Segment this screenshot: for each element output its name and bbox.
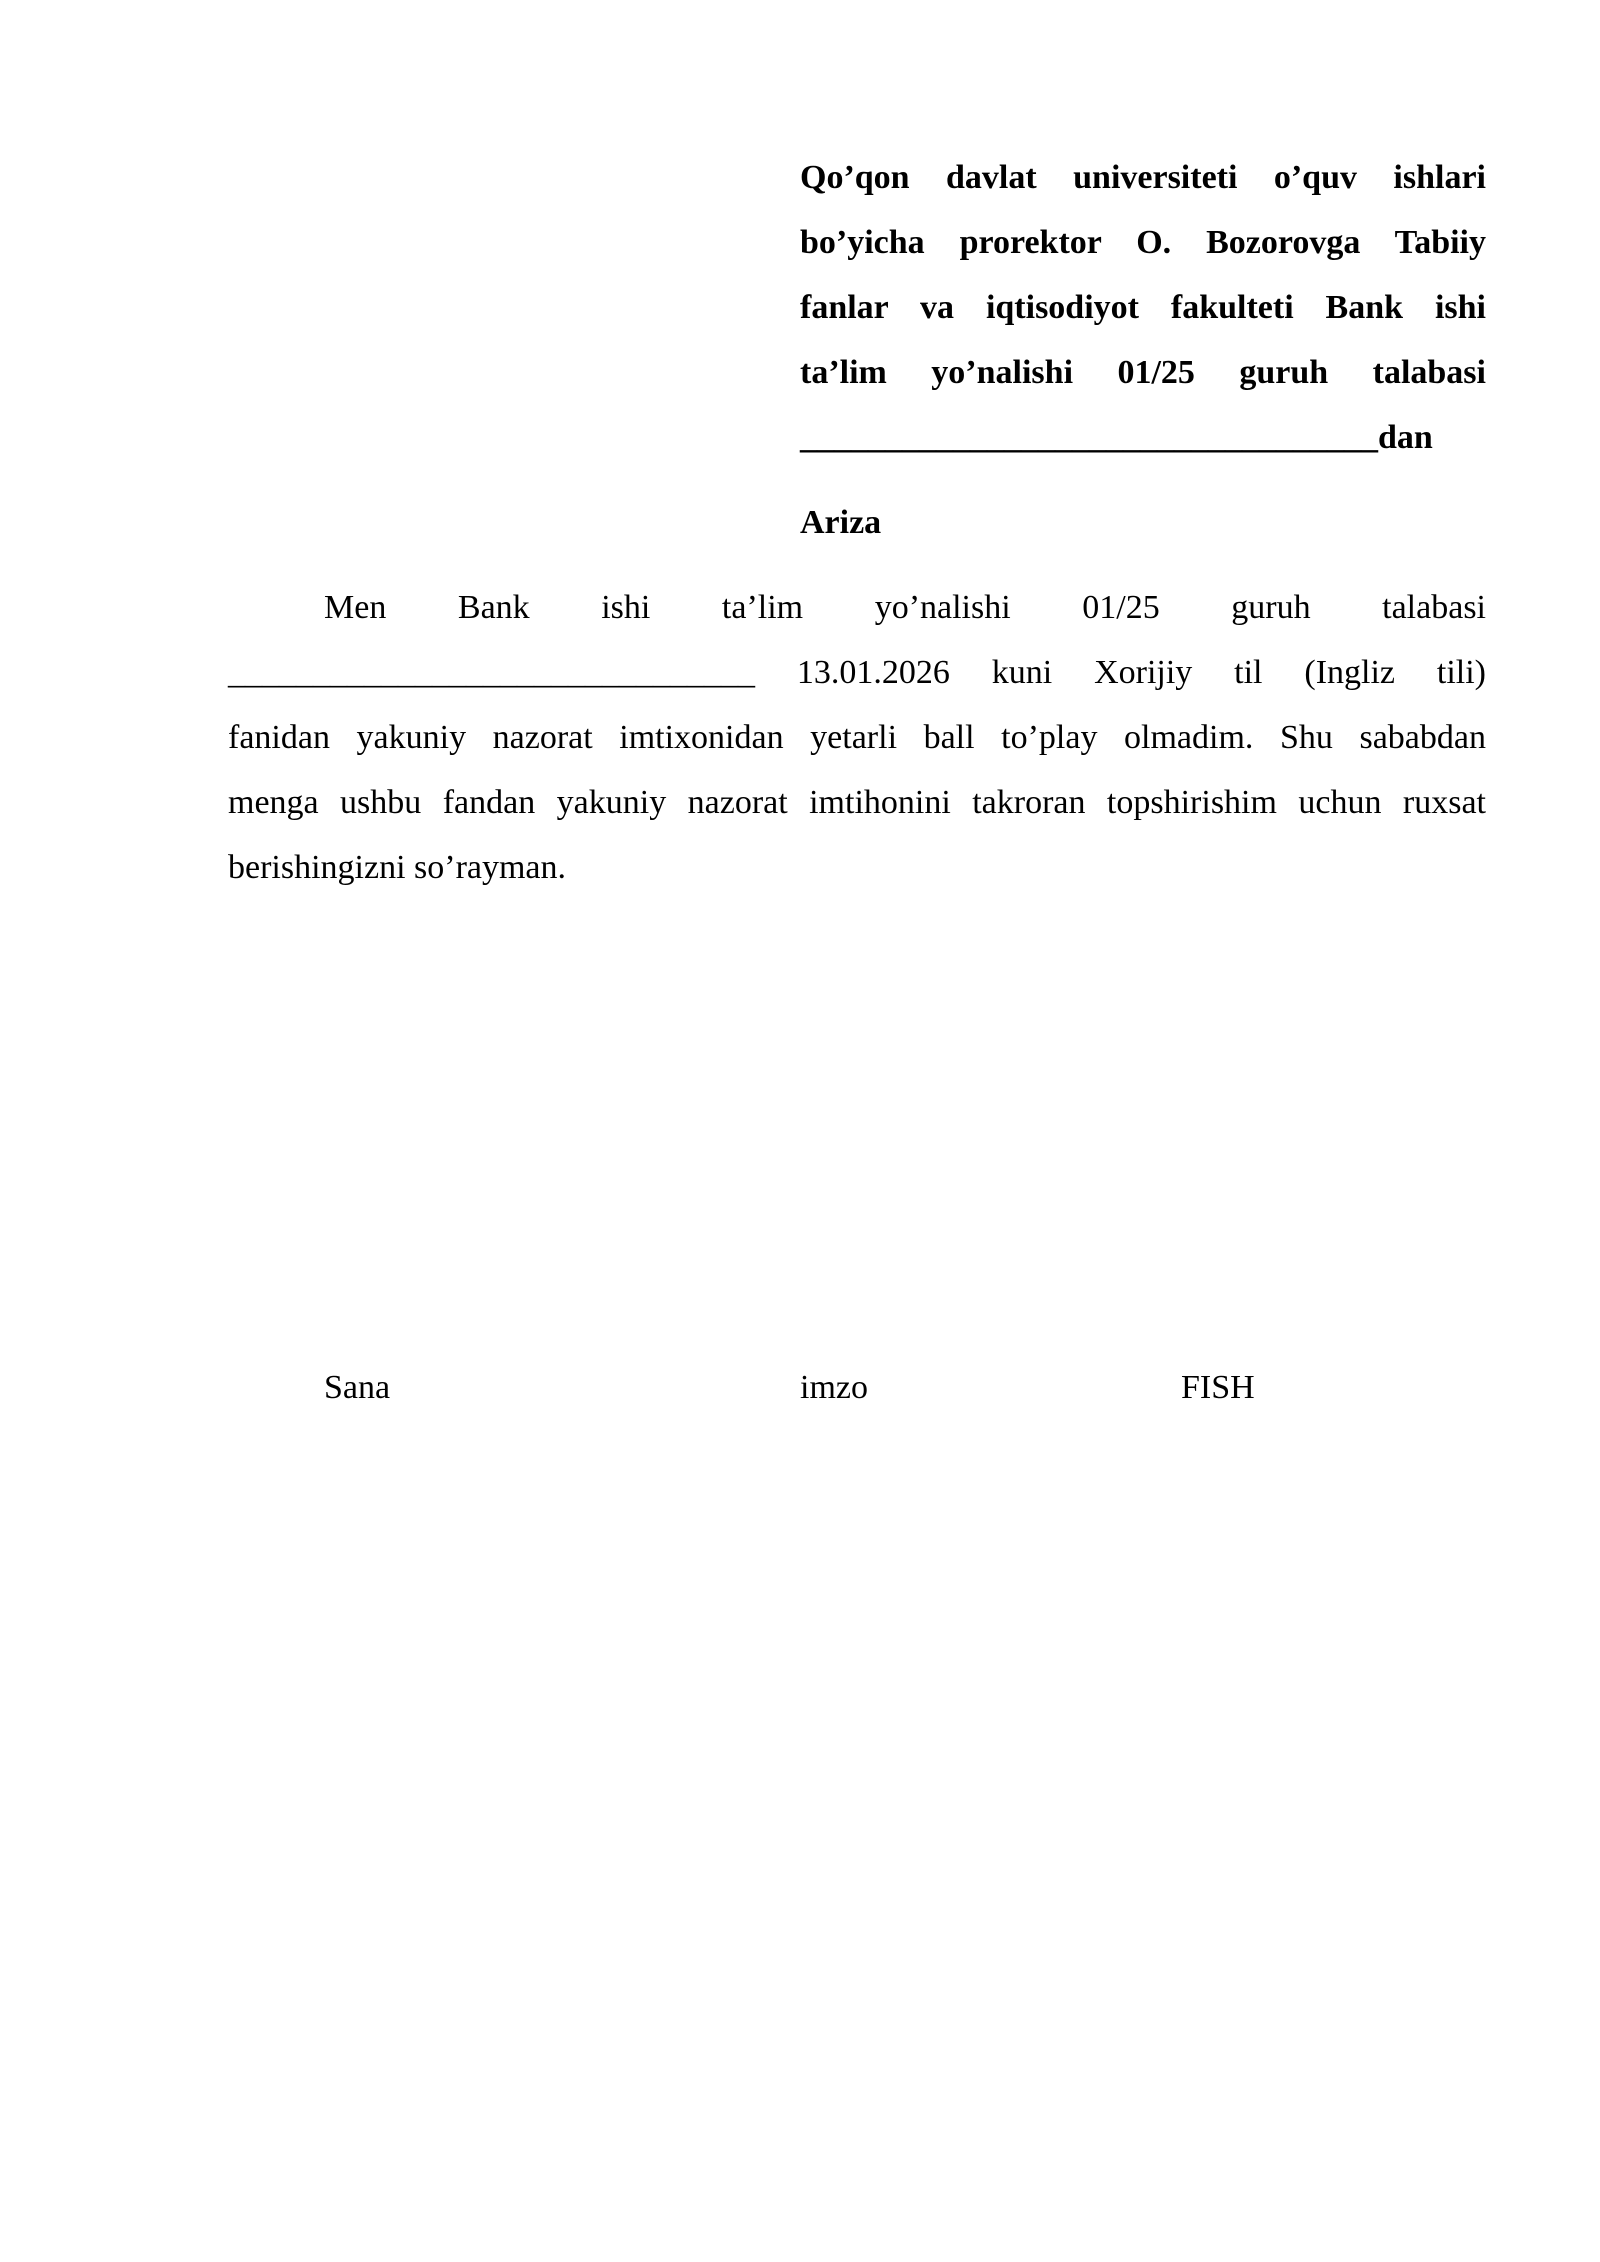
application-body [228, 575, 1486, 900]
body-line: _______________________________ 13.01.2026 kuni Xorijiy til (Ingliz tili) [228, 654, 1486, 691]
recipient-line: ta’lim yo’nalishi 01/25 guruh talabasi [800, 354, 1486, 391]
body-line: fanidan yakuniy nazorat imtixonidan yetarli ball to’play olmadim. Shu sababdan [228, 719, 1486, 756]
signature-label: imzo [800, 1369, 868, 1406]
recipient-block [800, 145, 1486, 470]
document-title: Ariza [800, 504, 882, 541]
body-line: Men Bank ishi ta’lim yo’nalishi 01/25 guruh talabasi [324, 589, 1486, 626]
signature-row [0, 1355, 1600, 1420]
full-name-label: FISH [1181, 1369, 1255, 1406]
recipient-sender-line: __________________________________dan [800, 419, 1433, 456]
recipient-line: bo’yicha prorektor O. Bozorovga Tabiiy [800, 224, 1486, 261]
date-label: Sana [324, 1369, 391, 1406]
body-line: menga ushbu fandan yakuniy nazorat imtihonini takroran topshirishim uchun ruxsat [228, 784, 1486, 821]
recipient-line: Qo’qon davlat universiteti o’quv ishlari [800, 159, 1486, 196]
recipient-line: fanlar va iqtisodiyot fakulteti Bank ishi [800, 289, 1486, 326]
body-line: berishingizni so’rayman. [228, 849, 567, 886]
